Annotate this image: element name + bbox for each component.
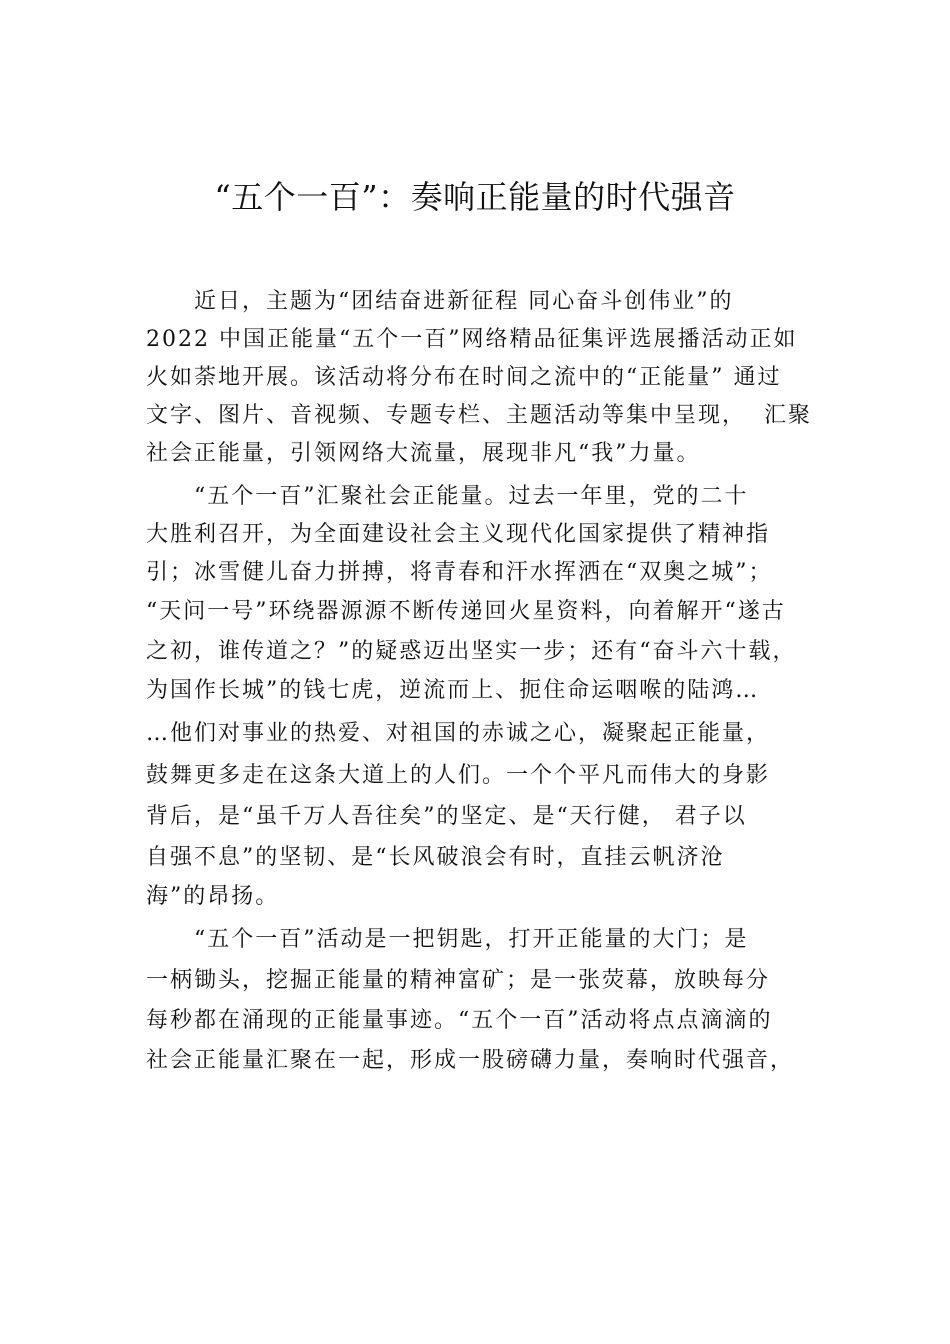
body-line: “天问一号”环绕器源源不断传递回火星资料，向着解开“遂古	[146, 599, 786, 624]
body-line: 自强不息”的坚韧、是“长风破浪会有时，直挂云帆济沧	[146, 845, 725, 870]
body-line: 火如荼地开展。该活动将分布在时间之流中的“正能量” 通过	[146, 365, 782, 390]
body-line: 社会正能量汇聚在一起，形成一股磅礴力量，奏响时代强音，	[146, 1048, 795, 1073]
body-line: 每秒都在涌现的正能量事迹。“五个一百”活动将点点滴滴的	[146, 1008, 773, 1033]
body-line: 文字、图片、音视频、专题专栏、主题活动等集中呈现， 汇聚	[146, 403, 812, 428]
body-line: 大胜利召开，为全面建设社会主义现代化国家提供了精神指	[146, 522, 771, 547]
body-line: 之初，谁传道之？”的疑惑迈出坚实一步；还有“奋斗六十载，	[146, 639, 797, 664]
body-line: 鼓舞更多走在这条大道上的人们。一个个平凡而伟大的身影	[146, 763, 771, 788]
body-line: 背后，是“虽千万人吾往矣”的坚定、是“天行健， 君子以	[146, 804, 747, 829]
body-line: 2022 中国正能量“五个一百”网络精品征集评选展播活动正如	[146, 327, 798, 352]
body-line: “五个一百”活动是一把钥匙，打开正能量的大门；是	[146, 927, 749, 952]
page-title: “五个一百”：奏响正能量的时代强音	[214, 178, 736, 216]
body-line: 社会正能量，引领网络大流量，展现非凡“我”力量。	[146, 441, 701, 466]
body-line: 为国作长城”的钱七虎，逆流而上、扼住命运咽喉的陆鸿…	[146, 678, 760, 703]
body-line: 海”的昂扬。	[146, 884, 280, 909]
body-line: 一柄锄头，挖掘正能量的精神富矿；是一张荧幕，放映每分	[146, 968, 771, 993]
body-line: …他们对事业的热爱、对祖国的赤诚之心，凝聚起正能量，	[146, 721, 771, 746]
body-line: “五个一百”汇聚社会正能量。过去一年里，党的二十	[146, 484, 749, 509]
body-line: 近日，主题为“团结奋进新征程 同心奋斗创伟业”的	[146, 289, 734, 314]
body-line: 引；冰雪健儿奋力拼搏，将青春和汗水挥洒在“双奥之城”；	[146, 560, 773, 585]
